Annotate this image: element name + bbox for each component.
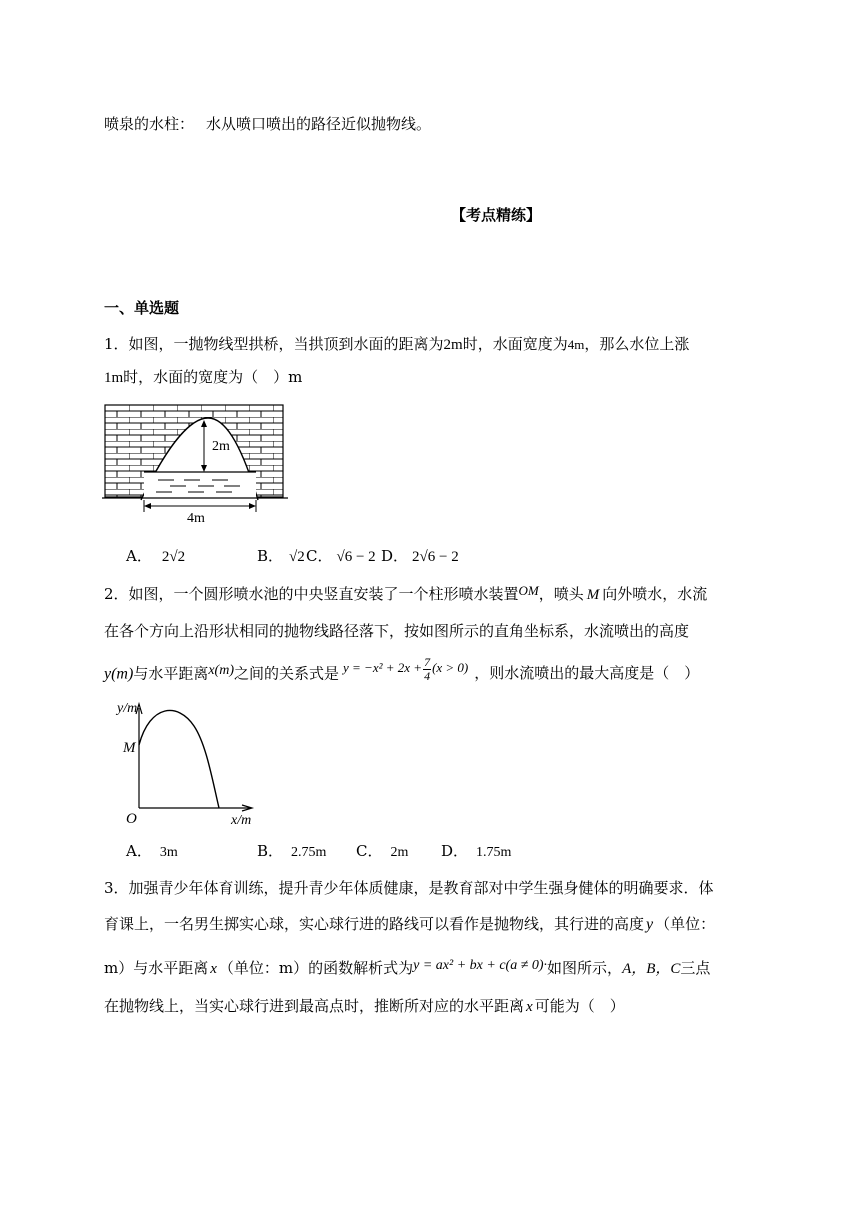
q2-formula bbox=[343, 655, 469, 683]
q3-formula: y = ax² + bx + c(a ≠ 0)· bbox=[413, 958, 548, 973]
q2-formula-a: y = −x² + 2x + bbox=[343, 660, 423, 676]
intro-label: 喷泉的水柱： bbox=[104, 115, 195, 133]
q3-text-c3: 如图所示， bbox=[547, 959, 623, 977]
fountain-parabola bbox=[139, 710, 219, 808]
q2-line1 bbox=[104, 583, 707, 604]
q2-m: M bbox=[586, 587, 600, 603]
q1-line2 bbox=[104, 366, 302, 387]
q1-option-a-value: 2√2 bbox=[161, 549, 186, 565]
q3-y: y bbox=[646, 916, 654, 933]
water-area bbox=[144, 472, 256, 498]
q2-formula-num: 7 bbox=[424, 655, 431, 669]
q3-line4 bbox=[104, 995, 625, 1016]
q2-text-c3: ，则水流喷出的最大高度是（ ） bbox=[474, 664, 700, 683]
q2-option-d-label: D． bbox=[441, 842, 469, 860]
q2-line3 bbox=[104, 655, 700, 689]
q2-fountain-figure bbox=[112, 694, 262, 828]
q2-formula-b: (x > 0) bbox=[432, 660, 469, 676]
height-label: 2m bbox=[212, 439, 230, 454]
q3-x2: x bbox=[526, 999, 533, 1015]
q3-text-b3: （单位：m）的函数解析式为 bbox=[218, 959, 414, 977]
q2-option-a[interactable] bbox=[126, 840, 178, 861]
q1-option-d-label: D． bbox=[381, 547, 409, 565]
q2-formula-fraction bbox=[423, 656, 431, 683]
q3-text-b2: （单位： bbox=[655, 915, 716, 933]
q1-text-line2: 时，水面的宽度为（ ）m bbox=[123, 368, 303, 386]
q3-line3 bbox=[104, 957, 710, 978]
q2-option-d-value: 1.75m bbox=[476, 845, 512, 860]
q2-option-c-label: C． bbox=[356, 842, 383, 860]
q2-x-unit: x(m) bbox=[208, 663, 234, 679]
q1-value-2m: 2m bbox=[443, 337, 463, 353]
q2-formula-den: 4 bbox=[424, 669, 431, 683]
q1-option-a-label: A． bbox=[126, 547, 152, 565]
q2-option-c-value: 2m bbox=[390, 845, 409, 860]
q1-value-1m: 1m bbox=[104, 370, 124, 386]
q1-line1 bbox=[104, 333, 689, 354]
q2-text-a: 2．如图，一个圆形喷水池的中央竖直安装了一个柱形喷水装置 bbox=[104, 585, 519, 603]
q1-text-b: 时，水面宽度为 bbox=[462, 335, 568, 353]
q2-y-unit: y(m) bbox=[104, 665, 134, 683]
origin-label: O bbox=[126, 811, 137, 827]
point-m-label: M bbox=[123, 740, 136, 756]
q1-value-4m: 4m bbox=[567, 337, 585, 352]
q3-text-d3: 三点 bbox=[680, 959, 711, 977]
section-title: 【考点精练】 bbox=[451, 206, 542, 224]
q3-text-b4: 可能为（ ） bbox=[534, 997, 625, 1015]
q3-x: x bbox=[210, 961, 217, 977]
y-axis-label: y/m bbox=[117, 701, 138, 716]
q3-line1: 3．加强青少年体育训练，提升青少年体质健康，是教育部对中学生强身健体的明确要求．体 bbox=[104, 879, 714, 897]
q1-bridge-figure bbox=[100, 400, 290, 526]
q1-option-c-value: √6 − 2 bbox=[336, 549, 376, 565]
q2-text-c: 向外喷水，水流 bbox=[602, 585, 708, 603]
q1-option-b[interactable] bbox=[257, 545, 305, 566]
q2-option-a-value: 3m bbox=[159, 845, 178, 860]
q2-line2: 在各个方向上沿形状相同的抛物线路径落下，按如图所示的直角坐标系，水流喷出的高度 bbox=[104, 622, 690, 640]
q1-option-c-label: C． bbox=[306, 547, 333, 565]
q1-text-a: 1．如图，一抛物线型拱桥，当拱顶到水面的距离为 bbox=[104, 335, 444, 353]
q3-points: A，B，C bbox=[622, 961, 681, 977]
intro-text: 水从喷口喷出的路径近似抛物线。 bbox=[206, 115, 432, 133]
x-axis-label: x/m bbox=[231, 813, 252, 828]
q1-option-a[interactable] bbox=[126, 545, 185, 566]
q1-option-d-value: 2√6 − 2 bbox=[412, 549, 459, 565]
q2-option-a-label: A． bbox=[126, 842, 152, 860]
q3-text-a3: m）与水平距离 bbox=[104, 959, 209, 977]
q2-text-a3: 与水平距离 bbox=[133, 664, 209, 683]
q2-om: OM bbox=[518, 583, 539, 598]
q1-option-b-value: √2 bbox=[289, 549, 305, 565]
q2-option-b[interactable] bbox=[257, 840, 326, 861]
q2-option-b-value: 2.75m bbox=[291, 845, 327, 860]
q3-line2 bbox=[104, 913, 715, 934]
q1-option-b-label: B． bbox=[257, 547, 284, 565]
q1-option-c[interactable] bbox=[306, 545, 376, 566]
q2-text-b: ，喷头 bbox=[538, 585, 584, 603]
q2-text-b3: 之间的关系式是 bbox=[233, 664, 339, 683]
q3-text-a2: 育课上，一名男生掷实心球，实心球行进的路线可以看作是抛物线，其行进的高度 bbox=[104, 915, 645, 933]
width-label: 4m bbox=[187, 511, 205, 526]
q3-text-a4: 在抛物线上，当实心球行进到最高点时，推断所对应的水平距离 bbox=[104, 997, 525, 1015]
q1-text-c: ，那么水位上涨 bbox=[584, 335, 690, 353]
q1-option-d[interactable] bbox=[381, 545, 459, 566]
intro-line bbox=[104, 113, 431, 134]
q2-option-d[interactable] bbox=[441, 840, 511, 861]
q2-option-b-label: B． bbox=[257, 842, 284, 860]
part-heading: 一、单选题 bbox=[104, 299, 180, 317]
q2-option-c[interactable] bbox=[356, 840, 408, 861]
